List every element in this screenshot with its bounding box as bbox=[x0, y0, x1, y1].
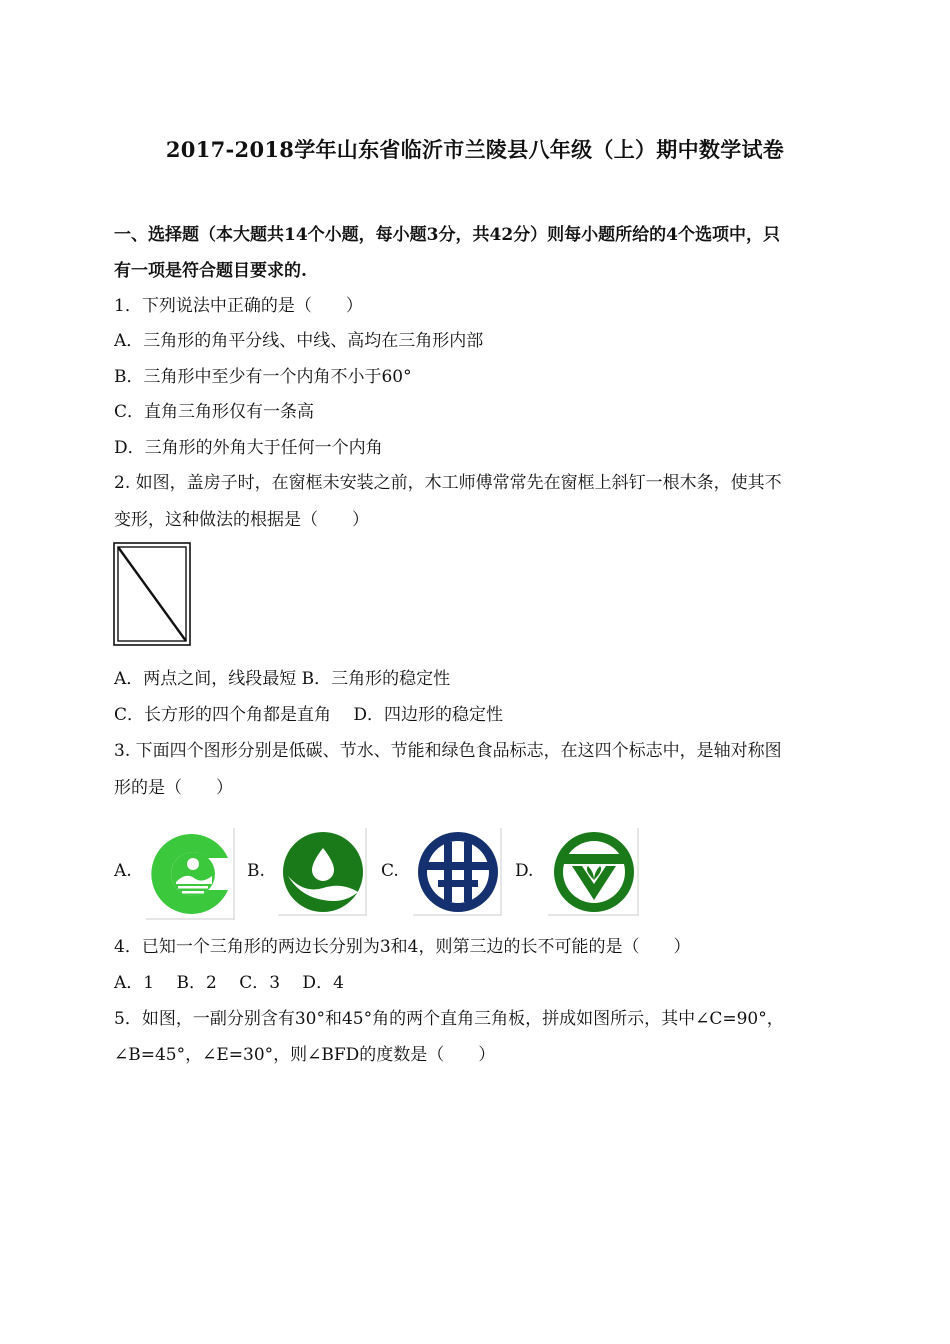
window-frame-figure bbox=[113, 542, 191, 646]
q1-option-b: B．三角形中至少有一个内角不小于60° bbox=[114, 367, 412, 387]
page-title: 2017-2018学年山东省临沂市兰陵县八年级（上）期中数学试卷 bbox=[165, 137, 785, 162]
q5-stem-line-2: ∠B=45°，∠E=30°，则∠BFD的度数是（ ） bbox=[114, 1045, 496, 1065]
q1-option-c: C．直角三角形仅有一条高 bbox=[114, 402, 315, 422]
q3-label-b: B. bbox=[247, 861, 265, 881]
q1-option-d: D．三角形的外角大于任何一个内角 bbox=[114, 438, 383, 458]
q3-stem-line-1: 3. 下面四个图形分别是低碳、节水、节能和绿色食品标志，在这四个标志中，是轴对称图 bbox=[114, 741, 782, 761]
q1-option-a: A．三角形的角平分线、中线、高均在三角形内部 bbox=[114, 331, 484, 351]
q5-stem-line-1: 5．如图，一副分别含有30°和45°角的两个直角三角板，拼成如图所示，其中∠C=90°， bbox=[114, 1009, 784, 1029]
q4-options: A．1 B．2 C．3 D．4 bbox=[114, 973, 344, 993]
q3-stem-line-2: 形的是（ ） bbox=[114, 778, 233, 798]
q4-stem: 4．已知一个三角形的两边长分别为3和4，则第三边的长不可能的是（ ） bbox=[114, 937, 691, 957]
section-heading-line-1: 一、选择题（本大题共14个小题，每小题3分，共42分）则每小题所给的4个选项中，只 bbox=[114, 225, 780, 245]
q3-label-d: D. bbox=[515, 861, 534, 881]
q1-stem: 1．下列说法中正确的是（ ） bbox=[114, 296, 363, 316]
q3-label-c: C. bbox=[381, 861, 399, 881]
section-heading-line-2: 有一项是符合题目要求的. bbox=[114, 261, 307, 281]
q2-stem-line-1: 2. 如图，盖房子时，在窗框未安装之前，木工师傅常常先在窗框上斜钉一根木条，使其不 bbox=[114, 473, 782, 493]
green-food-logo-icon bbox=[548, 828, 640, 916]
energy-saving-logo-icon bbox=[413, 828, 503, 916]
q2-options-cd: C．长方形的四个角都是直角 D．四边形的稳定性 bbox=[114, 705, 504, 725]
q2-stem-line-2: 变形，这种做法的根据是（ ） bbox=[114, 510, 369, 530]
water-saving-logo-icon bbox=[278, 828, 368, 916]
low-carbon-logo-icon bbox=[146, 828, 236, 920]
q3-label-a: A. bbox=[114, 861, 132, 881]
q2-options-ab: A．两点之间，线段最短 B．三角形的稳定性 bbox=[114, 669, 451, 689]
